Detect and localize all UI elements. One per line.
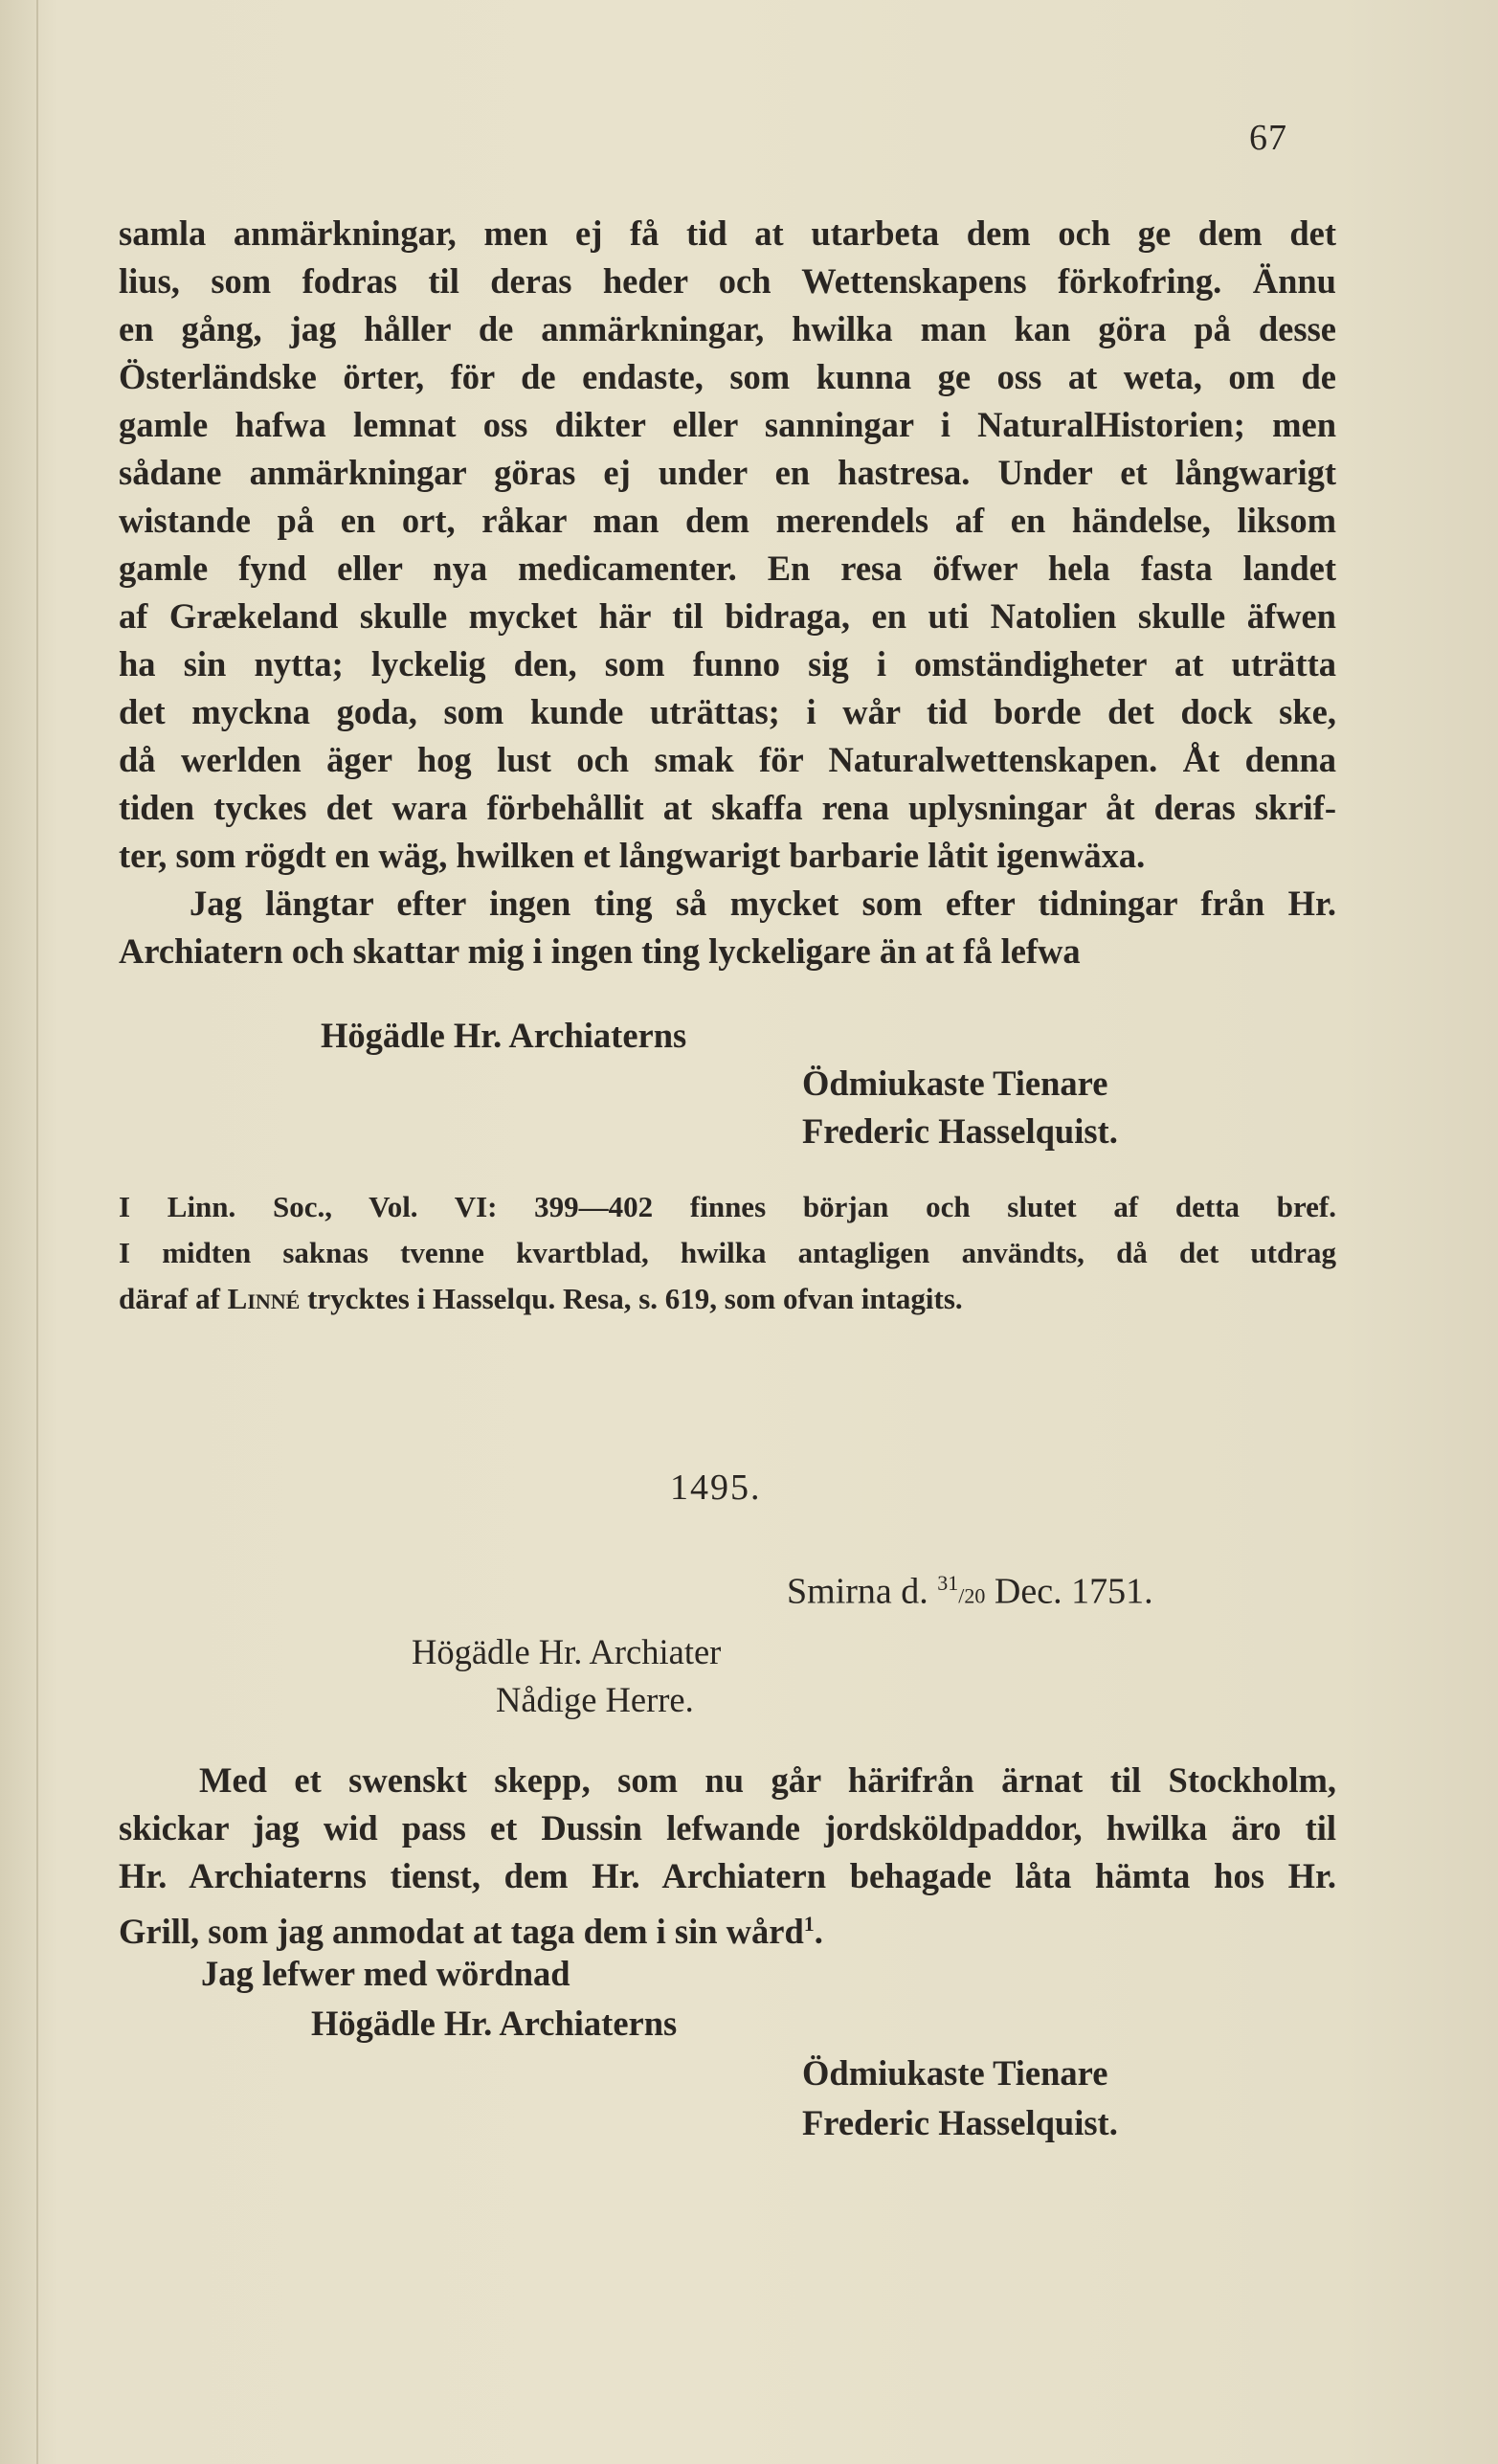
footnote-author: Linné xyxy=(227,1282,301,1315)
text-line: Österländske örter, för de endaste, som kunna ge oss at weta, om de xyxy=(119,357,1336,396)
text-line: gamle fynd eller nya medicamenter. En resa öfwer hela fasta landet xyxy=(119,549,1336,588)
text-line: Jag längtar efter ingen ting så mycket som efter tidningar från Hr. xyxy=(190,884,1336,923)
letter-2-closing-1: Jag lefwer med wördnad xyxy=(201,1954,570,1993)
footnote-line: I midten saknas tvenne kvartblad, hwilka antagligen användts, då det utdrag xyxy=(119,1236,1336,1269)
text-line: af Grækeland skulle mycket här til bidraga, en uti Natolien skulle äfwen xyxy=(119,596,1336,636)
letter-2-address-2: Nådige Herre. xyxy=(496,1680,694,1719)
text-span: . xyxy=(814,1912,823,1952)
text-line: lius, som fodras til deras heder och Wettenskapens förkofring. Ännu xyxy=(119,261,1336,301)
letter-2-signature: Frederic Hasselquist. xyxy=(802,2103,1118,2142)
footnote-text: däraf af xyxy=(119,1282,228,1315)
letter-number: 1495. xyxy=(670,1467,762,1508)
letter-1-salutation: Högädle Hr. Archiaterns xyxy=(321,1016,687,1055)
place-date xyxy=(787,1562,1153,1618)
letter-2-salutation: Högädle Hr. Archiaterns xyxy=(311,2004,678,2043)
text-line: ter, som rögdt en wäg, hwilken et långwarigt barbarie låtit igenwäxa. xyxy=(119,836,1146,875)
text-line: gamle hafwa lemnat oss dikter eller sanningar i NaturalHistorien; men xyxy=(119,405,1336,444)
text-line: då werlden äger hog lust och smak för Naturalwettenskapen. Åt denna xyxy=(119,740,1336,779)
text-line: det myckna goda, som kunde uträttas; i wår tid borde det dock ske, xyxy=(119,692,1336,731)
footnote-line xyxy=(119,1281,1336,1317)
text-line xyxy=(119,1903,980,1952)
text-line: Med et swenskt skepp, som nu går härifrån ärnat til Stockholm, xyxy=(199,1760,1336,1800)
place-date-prefix: Smirna d. xyxy=(787,1571,938,1612)
text-line: samla anmärkningar, men ej få tid at utarbeta dem och ge dem det xyxy=(119,213,1336,253)
binding-gutter xyxy=(36,0,38,2464)
letter-2-closing: Ödmiukaste Tienare xyxy=(802,2053,1108,2093)
text-line: ha sin nytta; lyckelig den, som funno sig i omständigheter at uträtta xyxy=(119,644,1336,683)
text-line: skickar jag wid pass et Dussin lefwande jordsköldpaddor, hwilka äro til xyxy=(119,1808,1336,1848)
footnote-marker: 1 xyxy=(803,1912,815,1936)
footnote-text: trycktes i Hasselqu. Resa, s. 619, som ofvan intagits. xyxy=(300,1282,963,1315)
text-line: tiden tyckes det wara förbehållit at skaffa rena uplysningar åt deras skrif- xyxy=(119,788,1336,827)
footnote-line: I Linn. Soc., Vol. VI: 399—402 finnes början och slutet af detta bref. xyxy=(119,1190,1336,1223)
date-subscript: /20 xyxy=(958,1583,986,1608)
letter-1-signature: Frederic Hasselquist. xyxy=(802,1111,1118,1151)
letter-1-closing: Ödmiukaste Tienare xyxy=(802,1064,1108,1103)
text-line: sådane anmärkningar göras ej under en hastresa. Under et långwarigt xyxy=(119,453,1336,492)
place-date-suffix: Dec. 1751. xyxy=(985,1571,1153,1612)
text-line: Hr. Archiaterns tienst, dem Hr. Archiatern behagade låta hämta hos Hr. xyxy=(119,1856,1336,1895)
text-span: Grill, som jag anmodat at taga dem i sin wård xyxy=(119,1912,804,1952)
page-number: 67 xyxy=(1249,118,1287,158)
text-line: wistande på en ort, råkar man dem merendels af en händelse, liksom xyxy=(119,501,1336,540)
date-superscript: 31 xyxy=(937,1571,959,1595)
text-line: Archiatern och skattar mig i ingen ting lyckeligare än at få lefwa xyxy=(119,931,1081,971)
text-line: en gång, jag håller de anmärkningar, hwilka man kan göra på desse xyxy=(119,309,1336,348)
letter-2-address-1: Högädle Hr. Archiater xyxy=(412,1632,722,1671)
